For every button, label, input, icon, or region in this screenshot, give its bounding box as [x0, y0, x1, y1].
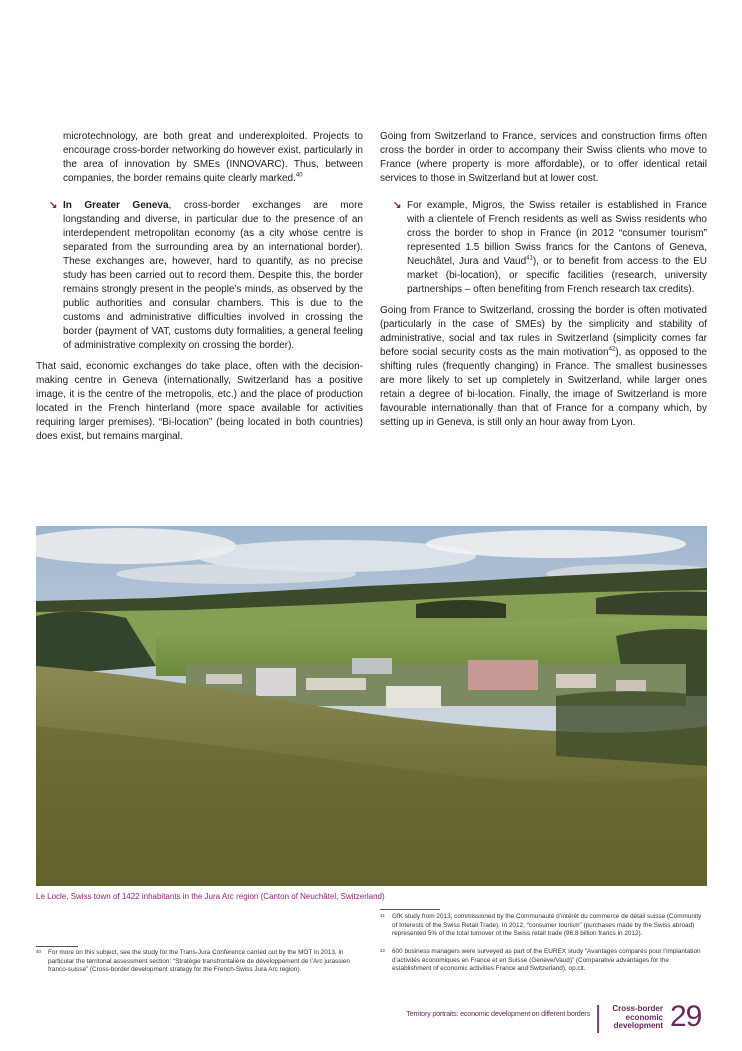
footer-section-title: Territory portraits: economic development on different borders — [406, 1009, 590, 1018]
footnote-rule-left — [36, 946, 78, 947]
right-column — [380, 130, 707, 430]
left-paragraph-2: That said, economic exchanges do take place, often with the decision-making centre in Geneva (internationally, Switzerland has a positive image, it is the centre of the metropolis, etc.) and the place of production located in the French hinterland (more space available for activities requiring larger premises). “Bi-location” (being located in both countries) does exist, but remains marginal. — [36, 361, 363, 442]
bullet-migros: ↘ For example, Migros, the Swiss retailer is established in France with a clientele of French residents as well as Swiss residents who cross the border to shop in France (in 2012 “consumer tourism” represented 1.5 billion Swiss francs for the Cantons of Geneva, Neuchâtel, Jura and Vaud$^{41}$), or to benefit from access to the EU market (bi-location), or specific facilities (research, university partnerships – often benefiting from French research tax credits). — [393, 200, 707, 295]
le-locle-landscape-image — [36, 526, 707, 886]
landscape-photo — [36, 526, 707, 886]
arrow-bullet-icon: ↘ — [393, 200, 402, 211]
footnote-ref-41[interactable]: 41 — [526, 255, 533, 262]
footer-divider — [597, 1005, 599, 1033]
right-paragraph-2: Going from France to Switzerland, crossing the border is often motivated (particularly in the case of SMEs) by the simplicity and stability of administrative, social and tax rules in Switzerland (simplicity comes far before social security costs as the main motivation$^{42}$), as opposed to the shifting rules (frequently changing) in France. The smallest businesses are more likely to set up completely in Switzerland, while larger ones retain a degree of bi-location. Finally, the image of Switzerland is more favourable internationally than that of France for a company which, by setting up in Geneva, is still only an hour away from Lyon. — [380, 305, 707, 428]
page-footer — [0, 1000, 742, 1044]
footnote-ref-42[interactable]: 42 — [608, 346, 616, 353]
arrow-bullet-icon: ↘ — [49, 200, 58, 211]
page-number: 29 — [670, 1000, 702, 1033]
footnote-41 — [380, 913, 707, 939]
footnote-42 — [380, 948, 707, 974]
right-paragraph-1: Going from Switzerland to France, services and construction firms often cross the border in order to accompany their Swiss clients who move to France (where property is more affordable), or to offer identical retail services to those in Switzerland but at lower cost. — [380, 131, 707, 184]
left-paragraph-1: microtechnology, are both great and underexploited. Projects to encourage cross-border networking do however exist, particularly in the area of innovation by SMEs (INNOVARC). Thus, between companies, the border remains quite clearly marked.$^{40}$ — [63, 131, 363, 184]
photo-caption: Le Locle, Swiss town of 1422 inhabitants in the Jura Arc region (Canton of Neuchâtel, Switzerland) — [36, 892, 385, 901]
left-column — [36, 130, 363, 444]
bullet-greater-geneva: ↘ In Greater Geneva, cross-border exchanges are more longstanding and diverse, in particular due to the presence of an interdependent metropolitan economy (as a city whose centre is separated from the surrounding area by an international border). These exchanges are, however, hard to quantify, as no precise study has been carried out to record them. Despite this, the border remains strongly present in the people’s minds, as observed by the public authorities and consular chambers. This is due to the customs and administrative difficulties involved in crossing the border (payment of VAT, customs duty formalities, a general feeling of administrative complexity on crossing the border). — [49, 200, 363, 351]
footnote-40 — [36, 949, 363, 975]
footnote-number: 41 — [380, 913, 386, 918]
footer-publication-title: Cross-border economic development — [612, 1004, 663, 1031]
footnote-number: 40 — [36, 949, 42, 954]
footnote-text: 600 business managers were surveyed as part of the EUREX study “Avantages comparés pour l’implantation d’activités économiques en France et en Suisse (Genève/Vaud)” (Comparative advantages for the establishment of economic activities France and Switzerland), op.cit. — [392, 948, 701, 973]
footnote-text: GfK study from 2013, commissioned by the Communauté d’intérêt du commerce de détail suisse (Community of Interests of the Swiss Retail Trade). In 2012, “consumer tourism” (purchases made by the Swiss abroad) represented 5% of the total turnover of the Swiss retail trade (96.8 billion francs in 2012). — [392, 913, 702, 938]
footnote-rule-right — [380, 909, 440, 910]
footnote-text: For more on this subject, see the study for the Trans-Jura Conference carried out by the MOT in 2013, in particular the territorial assessment section: “Stratégie transfrontalière de développement de l’Arc jurassien franco-suisse” (Cross-border development strategy for the French-Swiss Jura Arc region). — [48, 949, 350, 974]
footnote-ref-40[interactable]: 40 — [295, 172, 303, 179]
footnote-number: 42 — [380, 948, 386, 953]
bullet-bold-lead: In Greater Geneva — [63, 200, 169, 211]
